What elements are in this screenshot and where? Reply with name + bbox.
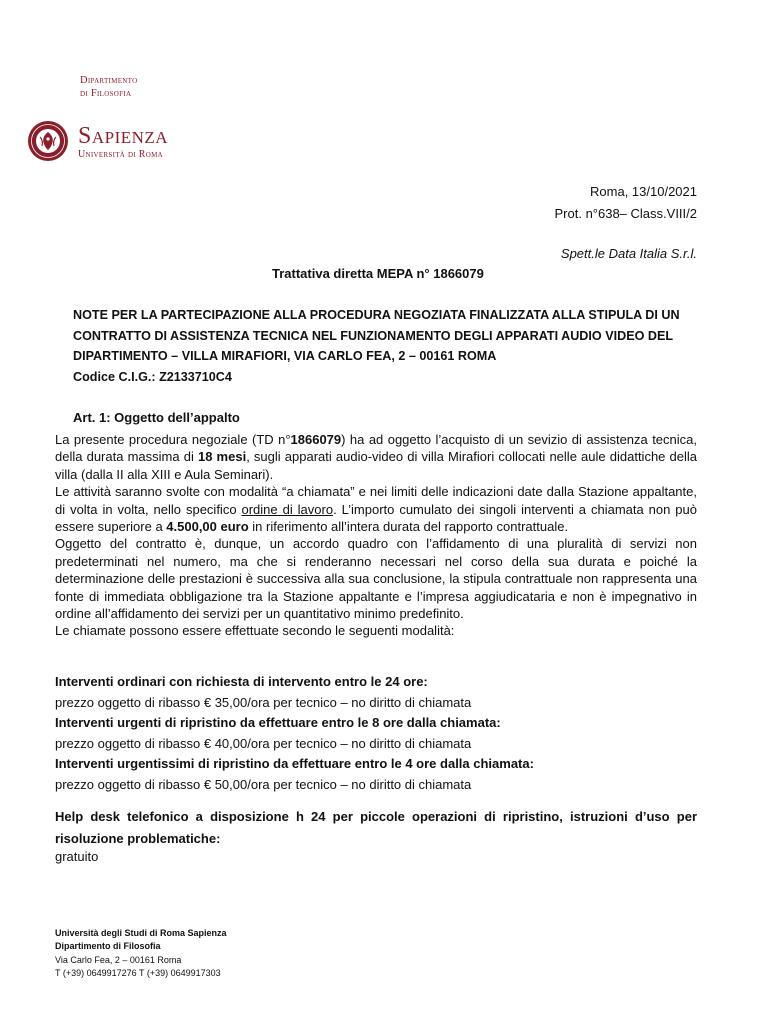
subject-line-3: DIPARTIMENTO – VILLA MIRAFIORI, VIA CARLO FEA, 2 – 00161 ROMA <box>73 349 497 363</box>
tier-very-urgent-price: prezzo oggetto di ribasso € 50,00/ora per tecnico – no diritto di chiamata <box>55 776 472 792</box>
tier-ordinary-title: Interventi ordinari con richiesta di intervento entro le 24 ore: <box>55 674 428 689</box>
place-date: Roma, 13/10/2021 <box>590 184 697 199</box>
negotiation-title: Trattativa diretta MEPA n° 1866079 <box>272 266 484 281</box>
brand-subtitle: Università di Roma <box>78 149 163 160</box>
paragraph-2 <box>55 483 697 535</box>
duration-months: 18 mesi <box>197 449 247 465</box>
recipient: Spett.le Data Italia S.r.l. <box>560 246 697 261</box>
brand-name: Sapienza <box>78 123 169 149</box>
max-amount: 4.500,00 euro <box>166 519 249 535</box>
protocol-number: Prot. n°638– Class.VIII/2 <box>554 206 697 221</box>
helpdesk-price: gratuito <box>55 849 99 864</box>
footer-phones: T (+39) 0649917276 T (+39) 0649917303 <box>55 967 221 978</box>
department-line-2: di Filosofia <box>80 88 132 99</box>
university-logo <box>78 124 168 160</box>
p1-text-a: La presente procedura negoziale (TD n° <box>55 432 291 447</box>
p2-text-a: Le attività saranno svolte con modalità “a chiamata” e nei limiti delle indicazioni date dalla Stazione appaltante, di volta in volta, nello specifico <box>55 484 697 517</box>
sapienza-seal-icon <box>27 120 69 162</box>
footer <box>55 927 227 980</box>
cig-code: Codice C.I.G.: Z2133710C4 <box>73 369 232 384</box>
tier-urgent-price: prezzo oggetto di ribasso € 40,00/ora per tecnico – no diritto di chiamata <box>55 735 472 751</box>
paragraph-1 <box>55 431 697 483</box>
paragraph-4: Le chiamate possono essere effettuate secondo le seguenti modalità: <box>55 623 455 639</box>
p2-text-b: . L’importo cumulato dei singoli interventi a chiamata non può essere superiore a <box>55 501 698 535</box>
tier-urgent-title: Interventi urgenti di ripristino da effettuare entro le 8 ore dalla chiamata: <box>55 715 501 730</box>
footer-university: Università degli Studi di Roma Sapienza <box>55 928 227 938</box>
department-name <box>80 74 137 100</box>
subject-line-2: CONTRATTO DI ASSISTENZA TECNICA NEL FUNZIONAMENTO DEGLI APPARATI AUDIO VIDEO DEL <box>73 328 674 343</box>
pricing-tiers <box>55 672 715 795</box>
tier-very-urgent-title: Interventi urgentissimi di ripristino da effettuare entro le 4 ore dalla chiamata: <box>55 756 534 771</box>
article-body <box>55 431 697 640</box>
helpdesk-title: Help desk telefonico a disposizione h 24 per piccole operazioni di ripristino, istruzioni d’uso per risoluzione problematiche: <box>55 809 697 846</box>
footer-department: Dipartimento di Filosofia <box>55 941 161 952</box>
subject-block <box>73 305 697 387</box>
work-order-term: ordine di lavoro <box>241 501 334 517</box>
tier-ordinary-price: prezzo oggetto di ribasso € 35,00/ora per tecnico – no diritto di chiamata <box>55 694 472 710</box>
subject-line-1: NOTE PER LA PARTECIPAZIONE ALLA PROCEDURA NEGOZIATA FINALIZZATA ALLA STIPULA DI UN <box>73 308 680 322</box>
td-number: 1866079 <box>290 432 342 447</box>
footer-address: Via Carlo Fea, 2 – 00161 Roma <box>55 954 182 965</box>
department-line-1: Dipartimento <box>80 75 138 86</box>
p2-text-c: in riferimento all’intera durata del rapporto contrattuale. <box>248 519 569 535</box>
article-heading: Art. 1: Oggetto dell’appalto <box>73 410 240 425</box>
p1-text-c: , sugli apparati audio-video di villa Mirafiori collocati nelle aule didattiche della villa (dalla II alla XIII e Aula Seminari). <box>55 449 697 482</box>
p1-text-b: ) ha ad oggetto l’acquisto di un sevizio di assistenza tecnica, della durata massima di <box>55 432 697 465</box>
paragraph-3: Oggetto del contratto è, dunque, un accordo quadro con l’affidamento di una pluralità di servizi non predeterminati nel numero, ma che si renderanno necessari nel corso della sua durata e poiché la determinazione delle prestazioni è successiva alla sua conclusione, la stipula contrattuale non rappresenta una fonte di immediata obbligazione tra la Stazione appaltante e l’impresa aggiudicataria e non è impegnativo in ordine all’affidamento dei servizi per un quantitativo minimo predefinito. <box>55 536 697 622</box>
